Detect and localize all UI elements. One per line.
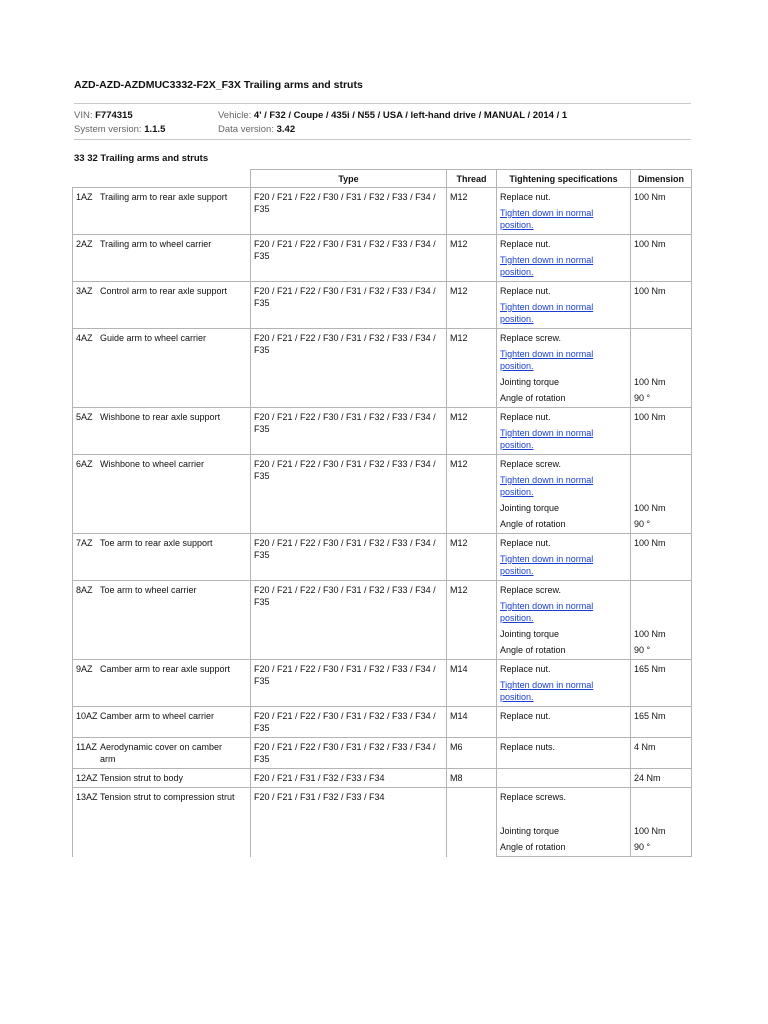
- position-code: 5AZ: [76, 412, 93, 422]
- cell-position-description: [73, 282, 251, 329]
- spec-text: Jointing torque: [497, 374, 631, 390]
- component-description: Tension strut to compression strut: [100, 792, 235, 802]
- dimension-value: 90 °: [631, 839, 692, 857]
- model-types: F20 / F21 / F22 / F30 / F31 / F32 / F33 / F34 / F35: [251, 660, 447, 707]
- tighten-normal-position-link[interactable]: Tighten down in normal position.: [500, 255, 594, 277]
- cell-position-description: [73, 188, 251, 235]
- model-types: F20 / F21 / F22 / F30 / F31 / F32 / F33 / F34 / F35: [251, 235, 447, 282]
- dimension-value: [631, 252, 692, 282]
- model-types: F20 / F21 / F22 / F30 / F31 / F32 / F33 / F34 / F35: [251, 329, 447, 408]
- cell-position-description: [73, 455, 251, 534]
- system-version-label: System version:: [74, 124, 142, 135]
- thread-size: M12: [447, 408, 497, 455]
- spec-cell: [497, 425, 631, 455]
- component-description: Wishbone to rear axle support: [100, 412, 221, 422]
- model-types: F20 / F21 / F31 / F32 / F33 / F34: [251, 769, 447, 788]
- tightening-table: [72, 169, 692, 857]
- component-description: Aerodynamic cover on camber arm: [100, 742, 223, 764]
- header-tightening-specifications: Tightening specifications: [497, 170, 631, 188]
- thread-size: M12: [447, 188, 497, 235]
- spec-text: Replace nuts.: [497, 738, 631, 769]
- dimension-value: 100 Nm: [631, 235, 692, 253]
- thread-size: M12: [447, 534, 497, 581]
- dimension-value: [631, 677, 692, 707]
- spec-cell: [497, 205, 631, 235]
- table-row: [73, 282, 692, 300]
- system-version-line: [74, 124, 165, 135]
- dimension-value: 90 °: [631, 516, 692, 534]
- position-code: 3AZ: [76, 286, 93, 296]
- dimension-value: [631, 472, 692, 500]
- tighten-normal-position-link[interactable]: Tighten down in normal position.: [500, 302, 594, 324]
- dimension-value: [631, 425, 692, 455]
- dimension-value: 100 Nm: [631, 534, 692, 552]
- position-code: 7AZ: [76, 538, 93, 548]
- component-description: Tension strut to body: [100, 773, 184, 783]
- spec-cell: [497, 472, 631, 500]
- model-types: F20 / F21 / F22 / F30 / F31 / F32 / F33 / F34 / F35: [251, 188, 447, 235]
- vin-line: [74, 110, 133, 121]
- vin-value: F774315: [95, 110, 133, 121]
- table-row: [73, 235, 692, 253]
- spec-cell: [497, 299, 631, 329]
- table-row: [73, 788, 692, 824]
- cell-position-description: [73, 534, 251, 581]
- spec-cell: [497, 346, 631, 374]
- component-description: Toe arm to rear axle support: [100, 538, 213, 548]
- spec-text: Replace nut.: [497, 235, 631, 253]
- thread-size: [447, 788, 497, 857]
- spec-text: Replace nut.: [497, 188, 631, 206]
- cell-position-description: [73, 660, 251, 707]
- table-row: [73, 329, 692, 347]
- table-row: [73, 707, 692, 738]
- dimension-value: 90 °: [631, 390, 692, 408]
- system-version-value: 1.1.5: [144, 124, 166, 135]
- component-description: Wishbone to wheel carrier: [100, 459, 205, 469]
- spec-text: Replace nut.: [497, 534, 631, 552]
- component-description: Trailing arm to rear axle support: [100, 192, 228, 202]
- position-code: 12AZ: [76, 773, 98, 783]
- dimension-value: [631, 329, 692, 347]
- dimension-value: [631, 598, 692, 626]
- spec-text: Replace screws.: [497, 788, 631, 824]
- position-code: 1AZ: [76, 192, 93, 202]
- dimension-value: 165 Nm: [631, 660, 692, 678]
- document-title: AZD-AZD-AZDMUC3332-F2X_F3X Trailing arms and struts: [74, 79, 363, 91]
- cell-position-description: [73, 581, 251, 660]
- data-version-value: 3.42: [276, 124, 296, 135]
- table-row: [73, 581, 692, 599]
- model-types: F20 / F21 / F22 / F30 / F31 / F32 / F33 / F34 / F35: [251, 707, 447, 738]
- position-code: 4AZ: [76, 333, 93, 343]
- thread-size: M8: [447, 769, 497, 788]
- component-description: Trailing arm to wheel carrier: [100, 239, 212, 249]
- model-types: F20 / F21 / F31 / F32 / F33 / F34: [251, 788, 447, 857]
- spec-text: [497, 769, 631, 788]
- vehicle-value: 4' / F32 / Coupe / 435i / N55 / USA / left-hand drive / MANUAL / 2014 / 1: [253, 110, 568, 121]
- table-row: [73, 455, 692, 473]
- spec-text: Replace screw.: [497, 455, 631, 473]
- dimension-value: [631, 299, 692, 329]
- dimension-value: 100 Nm: [631, 823, 692, 839]
- dimension-value: 24 Nm: [631, 769, 692, 788]
- spec-cell: [497, 252, 631, 282]
- component-description: Guide arm to wheel carrier: [100, 333, 207, 343]
- data-version-label: Data version:: [218, 124, 274, 135]
- spec-text: Replace nut.: [497, 282, 631, 300]
- spec-text: Replace nut.: [497, 408, 631, 426]
- model-types: F20 / F21 / F22 / F30 / F31 / F32 / F33 / F34 / F35: [251, 534, 447, 581]
- position-code: 13AZ: [76, 792, 98, 802]
- thread-size: M14: [447, 660, 497, 707]
- spec-text: Replace nut.: [497, 660, 631, 678]
- cell-position-description: [73, 788, 251, 857]
- table-row: [73, 188, 692, 206]
- cell-position-description: [73, 769, 251, 788]
- cell-position-description: [73, 235, 251, 282]
- position-code: 10AZ: [76, 711, 98, 721]
- spec-text: Replace nut.: [497, 707, 631, 738]
- tighten-normal-position-link[interactable]: Tighten down in normal position.: [500, 208, 594, 230]
- cell-position-description: [73, 408, 251, 455]
- dimension-value: [631, 551, 692, 581]
- spec-text: Replace screw.: [497, 581, 631, 599]
- table-header-row: [73, 170, 692, 188]
- component-description: Camber arm to wheel carrier: [100, 711, 215, 721]
- vehicle-line: [218, 110, 567, 121]
- tighten-normal-position-link[interactable]: Tighten down in normal position.: [500, 475, 594, 497]
- cell-position-description: [73, 707, 251, 738]
- spec-text: Angle of rotation: [497, 642, 631, 660]
- dimension-value: 100 Nm: [631, 500, 692, 516]
- vin-label: VIN:: [74, 110, 93, 121]
- thread-size: M6: [447, 738, 497, 769]
- dimension-value: 100 Nm: [631, 408, 692, 426]
- dimension-value: 100 Nm: [631, 282, 692, 300]
- model-types: F20 / F21 / F22 / F30 / F31 / F32 / F33 / F34 / F35: [251, 408, 447, 455]
- tighten-normal-position-link[interactable]: Tighten down in normal position.: [500, 601, 594, 623]
- thread-size: M12: [447, 329, 497, 408]
- spec-text: Angle of rotation: [497, 390, 631, 408]
- component-description: Toe arm to wheel carrier: [100, 585, 197, 595]
- header-blank: [73, 170, 251, 188]
- dimension-value: [631, 205, 692, 235]
- dimension-value: [631, 581, 692, 599]
- spec-text: Angle of rotation: [497, 516, 631, 534]
- spec-text: Angle of rotation: [497, 839, 631, 857]
- tighten-normal-position-link[interactable]: Tighten down in normal position.: [500, 680, 594, 702]
- component-description: Camber arm to rear axle support: [100, 664, 231, 674]
- spec-text: Replace screw.: [497, 329, 631, 347]
- model-types: F20 / F21 / F22 / F30 / F31 / F32 / F33 / F34 / F35: [251, 581, 447, 660]
- tighten-normal-position-link[interactable]: Tighten down in normal position.: [500, 428, 594, 450]
- header-dimension: Dimension: [631, 170, 692, 188]
- section-title: 33 32 Trailing arms and struts: [74, 153, 209, 164]
- model-types: F20 / F21 / F22 / F30 / F31 / F32 / F33 / F34 / F35: [251, 738, 447, 769]
- table-row: [73, 769, 692, 788]
- model-types: F20 / F21 / F22 / F30 / F31 / F32 / F33 / F34 / F35: [251, 282, 447, 329]
- table-row: [73, 408, 692, 426]
- spec-cell: [497, 677, 631, 707]
- dimension-value: 4 Nm: [631, 738, 692, 769]
- thread-size: M14: [447, 707, 497, 738]
- dimension-value: [631, 455, 692, 473]
- dimension-value: 90 °: [631, 642, 692, 660]
- cell-position-description: [73, 738, 251, 769]
- header-rule-top: [74, 103, 691, 104]
- dimension-value: 100 Nm: [631, 374, 692, 390]
- dimension-value: 165 Nm: [631, 707, 692, 738]
- cell-position-description: [73, 329, 251, 408]
- spec-text: Jointing torque: [497, 500, 631, 516]
- spec-text: Jointing torque: [497, 626, 631, 642]
- dimension-value: [631, 346, 692, 374]
- position-code: 11AZ: [76, 742, 97, 752]
- vehicle-label: Vehicle:: [218, 110, 252, 121]
- dimension-value: 100 Nm: [631, 188, 692, 206]
- position-code: 8AZ: [76, 585, 93, 595]
- data-version-line: [218, 124, 295, 135]
- thread-size: M12: [447, 581, 497, 660]
- model-types: F20 / F21 / F22 / F30 / F31 / F32 / F33 / F34 / F35: [251, 455, 447, 534]
- position-code: 6AZ: [76, 459, 93, 469]
- spec-text: Jointing torque: [497, 823, 631, 839]
- thread-size: M12: [447, 235, 497, 282]
- position-code: 2AZ: [76, 239, 93, 249]
- tighten-normal-position-link[interactable]: Tighten down in normal position.: [500, 554, 594, 576]
- table-row: [73, 534, 692, 552]
- dimension-value: [631, 788, 692, 824]
- position-code: 9AZ: [76, 664, 93, 674]
- spec-cell: [497, 551, 631, 581]
- component-description: Control arm to rear axle support: [100, 286, 228, 296]
- header-type: Type: [251, 170, 447, 188]
- header-thread: Thread: [447, 170, 497, 188]
- tighten-normal-position-link[interactable]: Tighten down in normal position.: [500, 349, 594, 371]
- dimension-value: 100 Nm: [631, 626, 692, 642]
- table-row: [73, 738, 692, 769]
- header-rule-bottom: [74, 139, 691, 140]
- spec-cell: [497, 598, 631, 626]
- thread-size: M12: [447, 282, 497, 329]
- table-row: [73, 660, 692, 678]
- thread-size: M12: [447, 455, 497, 534]
- table-body: [73, 188, 692, 857]
